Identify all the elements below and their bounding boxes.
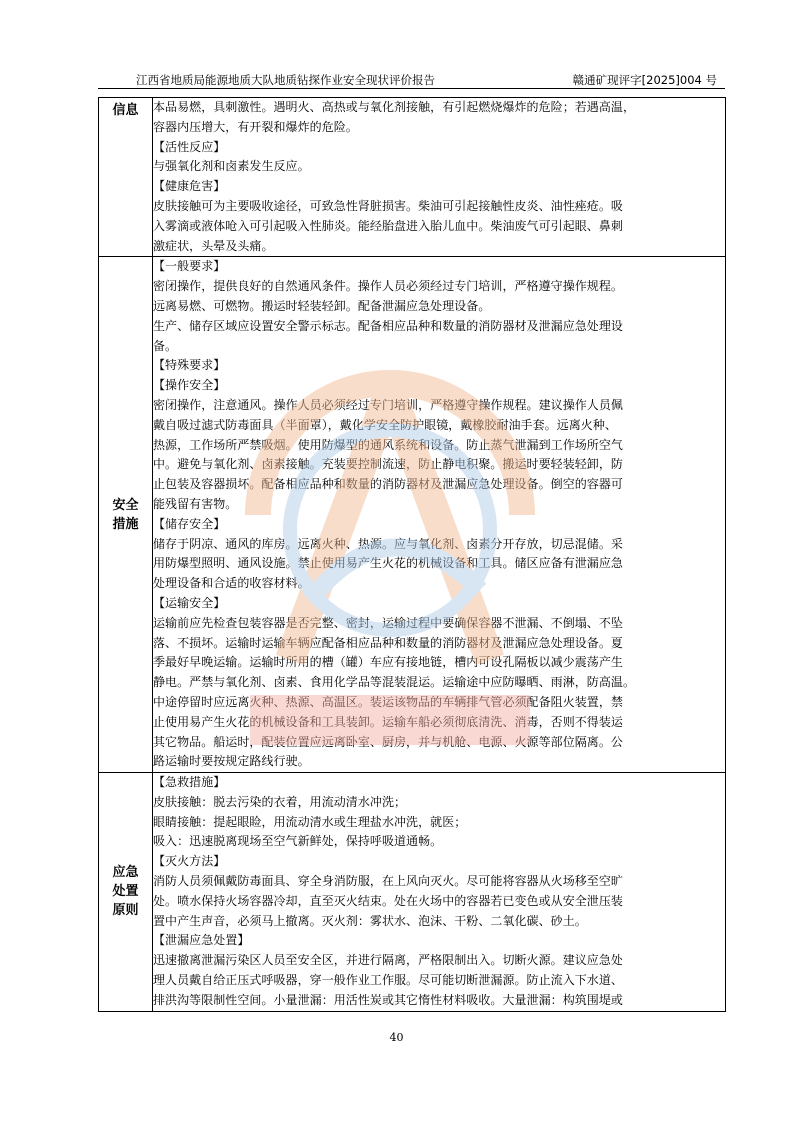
table-row	[99, 257, 726, 773]
content-line: 容器内压增大，有开裂和爆炸的危险。	[153, 119, 358, 134]
content-line: 【活性反应】	[153, 139, 226, 154]
content-line: 理人员戴自给正压式呼吸器，穿一般作业工作服。尽可能切断泄漏源。防止流入下水道、	[153, 973, 623, 988]
content-line: 【特殊要求】	[153, 358, 226, 373]
section-label-text: 信息	[112, 103, 139, 118]
content-line: 【运输安全】	[153, 595, 226, 610]
content-line: 处理设备和合适的收容材料。	[153, 576, 310, 591]
content-line: 落、不损坏。运输时运输车辆应配备相应品种和数量的消防器材及泄漏应急处理设备。夏	[153, 635, 623, 650]
section-label-text: 安全	[112, 497, 139, 513]
content-line: 【泄漏应急处置】	[153, 933, 250, 948]
content-line: 密闭操作，提供良好的自然通风条件。操作人员必须经过专门培训，严格遵守操作规程。	[153, 279, 623, 294]
content-line: 【储存安全】	[153, 516, 226, 531]
content-line: 本品易燃，具刺激性。遇明火、高热或与氧化剂接触，有引起燃烧爆炸的危险；若遇高温，	[153, 100, 636, 114]
content-line: 密闭操作，注意通风。操作人员必须经过专门培训，严格遵守操作规程。建议操作人员佩	[153, 397, 623, 412]
content-line: 【急救措施】	[153, 775, 226, 790]
content-line: 用防爆型照明、通风设施。禁止使用易产生火花的机械设备和工具。储区应备有泄漏应急	[153, 556, 623, 571]
section-label-text: 原则	[112, 903, 139, 919]
content-line: 迅速撤离泄漏污染区人员至安全区，并进行隔离，严格限制出入。切断火源。建议应急处	[153, 953, 623, 968]
content-line: 排洪沟等限制性空间。小量泄漏：用活性炭或其它惰性材料吸收。大量泄漏：构筑围堤或	[153, 992, 623, 1007]
report-title: 江西省地质局能源地质大队地质钻探作业安全现状评价报告	[136, 73, 435, 87]
page-number: 40	[389, 1031, 404, 1044]
content-line: 止包装及容器损坏。配备相应品种和数量的消防器材及泄漏应急处理设备。倒空的容器可	[153, 477, 623, 492]
document-number: 赣通矿现评字[2025]004 号	[572, 73, 717, 87]
content-line: 置中产生声音，必须马上撤离。灭火剂：雾状水、泡沫、干粉、二氧化碳、砂土。	[153, 913, 587, 928]
section-label	[99, 98, 153, 257]
content-line: 热源，工作场所严禁吸烟。使用防爆型的通风系统和设备。防止蒸气泄漏到工作场所空气	[153, 437, 623, 452]
header-divider	[98, 88, 725, 89]
content-line: 【操作安全】	[153, 378, 226, 393]
content-line: 运输前应先检查包装容器是否完整、密封，运输过程中要确保容器不泄漏、不倒塌、不坠	[153, 615, 623, 630]
content-line: 静电。严禁与氧化剂、卤素、食用化学品等混装混运。运输途中应防曝晒、雨淋，防高温。	[153, 675, 636, 690]
content-line: 备。	[153, 338, 178, 353]
table-row	[99, 773, 726, 1012]
content-line: 激症状，头晕及头痛。	[153, 238, 274, 253]
section-label-text: 应急	[112, 865, 139, 881]
content-line: 中途停留时应远离火种、热源、高温区。装运该物品的车辆排气管必须配备阻火装置，禁	[153, 694, 623, 709]
content-line: 能残留有害物。	[153, 496, 238, 511]
content-line: 中。避免与氧化剂、卤素接触。充装要控制流速，防止静电积聚。搬运时要轻装轻卸，防	[153, 457, 623, 472]
content-line: 路运输时要按规定路线行驶。	[153, 754, 310, 769]
content-line: 季最好早晚运输。运输时所用的槽（罐）车应有接地链，槽内可设孔隔板以减少震荡产生	[153, 655, 623, 670]
content-line: 皮肤接触：脱去污染的衣着，用流动清水冲洗；	[153, 794, 407, 809]
content-line: 消防人员须佩戴防毒面具、穿全身消防服，在上风向灭火。尽可能将容器从火场移至空旷	[153, 874, 623, 889]
section-content	[153, 773, 726, 1012]
content-line: 【一般要求】	[153, 259, 226, 274]
content-line: 生产、储存区域应设置安全警示标志。配备相应品种和数量的消防器材及泄漏应急处理设	[153, 318, 623, 333]
content-line: 【健康危害】	[153, 179, 226, 194]
table-row	[99, 98, 726, 257]
content-line: 【灭火方法】	[153, 854, 226, 869]
content-line: 止使用易产生火花的机械设备和工具装卸。运输车船必须彻底清洗、消毒，否则不得装运	[153, 714, 623, 729]
content-line: 远离易燃、可燃物。搬运时轻装轻卸。配备泄漏应急处理设备。	[153, 298, 491, 313]
content-line: 储存于阴凉、通风的库房。远离火种、热源。应与氧化剂、卤素分开存放，切忌混储。采	[153, 536, 623, 551]
section-content	[153, 257, 726, 773]
content-line: 入雾滴或液体呛入可引起吸入性肺炎。能经胎盘进入胎儿血中。柴油废气可引起眼、鼻刺	[153, 218, 623, 233]
section-label-text: 处置	[112, 884, 139, 900]
section-label-text: 措施	[112, 516, 139, 532]
content-line: 处。喷水保持火场容器冷却，直至灭火结束。处在火场中的容器若已变色或从安全泄压装	[153, 893, 623, 908]
content-line: 与强氧化剂和卤素发生反应。	[153, 159, 310, 174]
content-line: 吸入：迅速脱离现场至空气新鲜处，保持呼吸道通畅。	[153, 834, 443, 849]
section-content	[153, 98, 726, 257]
msds-table	[98, 97, 726, 1012]
content-line: 其它物品。船运时，配装位置应远离卧室、厨房，并与机舱、电源、火源等部位隔离。公	[153, 734, 623, 749]
content-line: 皮肤接触可为主要吸收途径，可致急性肾脏损害。柴油可引起接触性皮炎、油性痤疮。吸	[153, 198, 623, 213]
content-line: 眼睛接触：提起眼睑，用流动清水或生理盐水冲洗，就医；	[153, 814, 467, 829]
content-line: 戴自吸过滤式防毒面具（半面罩），戴化学安全防护眼镜，戴橡胶耐油手套。远离火种、	[153, 417, 617, 432]
section-label	[99, 773, 153, 1012]
page-header	[98, 70, 725, 90]
section-label	[99, 257, 153, 773]
